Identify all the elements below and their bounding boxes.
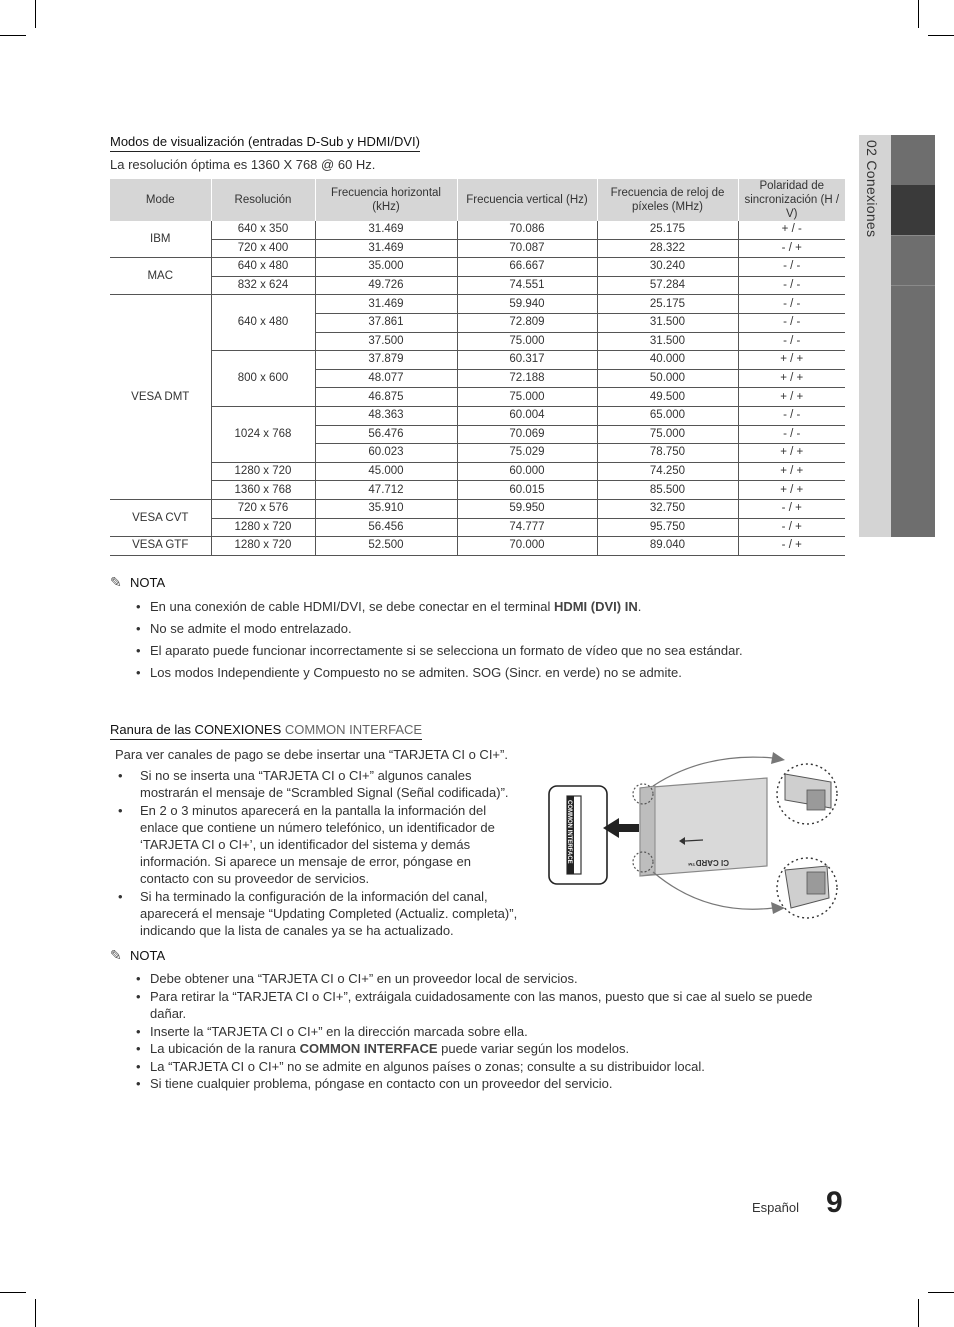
value-cell: 49.500 <box>597 388 738 407</box>
value-cell: 35.910 <box>315 499 457 518</box>
list-item <box>136 988 836 1023</box>
list-item-emphasis: HDMI (DVI) IN <box>553 599 638 614</box>
value-cell: 74.250 <box>597 462 738 481</box>
list-item-text: Debe obtener una “TARJETA CI o CI+” en un proveedor local de servicios. <box>150 971 578 986</box>
value-cell: 31.500 <box>597 313 738 332</box>
list-item-text: Para retirar la “TARJETA CI o CI+”, extráigala cuidadosamente con las manos, puesto que si cae al suelo se puede dañar. <box>150 988 813 1021</box>
column-header: Frecuencia horizontal (kHz) <box>315 179 457 221</box>
chapter-tab-strip <box>891 135 935 537</box>
list-item-text: Si tiene cualquier problema, póngase en contacto con un proveedor del servicio. <box>150 1076 613 1091</box>
resolution-cell: 1024 x 768 <box>211 406 315 462</box>
value-cell: + / + <box>738 462 845 481</box>
crop-mark <box>35 0 36 28</box>
list-item <box>136 662 856 684</box>
section-title-display-modes: Modos de visualización (entradas D-Sub y HDMI/DVI) <box>110 134 420 152</box>
list-item-text: El aparato puede funcionar incorrectamente si se selecciona un formato de vídeo que no sea estándar. <box>150 643 743 658</box>
curved-arrow-icon <box>771 752 785 764</box>
value-cell: 35.000 <box>315 258 457 277</box>
crop-mark <box>0 1292 26 1293</box>
note-label: NOTA <box>130 575 166 590</box>
table-row <box>110 351 845 370</box>
value-cell: 57.284 <box>597 276 738 295</box>
resolution-cell: 640 x 480 <box>211 295 315 351</box>
value-cell: 46.875 <box>315 388 457 407</box>
ci-card-illustration <box>545 748 845 923</box>
resolution-cell: 640 x 480 <box>211 258 315 277</box>
pencil-note-icon: ✎ <box>110 574 122 590</box>
note-heading <box>110 947 165 964</box>
list-item-text: En una conexión de cable HDMI/DVI, se debe conectar en el terminal <box>150 599 554 614</box>
section-title-text: Ranura de las CONEXIONES <box>110 722 285 737</box>
list-item <box>136 618 856 640</box>
table-header-row <box>110 179 845 221</box>
table-row <box>110 221 845 239</box>
value-cell: 37.879 <box>315 351 457 370</box>
list-item <box>136 1075 836 1093</box>
list-item-text: Los modos Independiente y Compuesto no se admiten. SOG (Sincr. en verde) no se admite. <box>150 665 682 680</box>
value-cell: 75.000 <box>457 388 597 407</box>
value-cell: 89.040 <box>597 537 738 556</box>
value-cell: - / + <box>738 537 845 556</box>
note-label: NOTA <box>130 948 166 963</box>
value-cell: 74.551 <box>457 276 597 295</box>
value-cell: 48.077 <box>315 369 457 388</box>
mode-cell: VESA DMT <box>110 295 211 500</box>
section-title-highlight: COMMON INTERFACE <box>284 722 423 737</box>
value-cell: - / + <box>738 239 845 258</box>
value-cell: 72.809 <box>457 313 597 332</box>
ci-list <box>110 767 522 940</box>
table-body <box>110 221 845 555</box>
value-cell: 31.469 <box>315 295 457 314</box>
value-cell: 85.500 <box>597 481 738 500</box>
value-cell: 56.456 <box>315 518 457 537</box>
value-cell: + / + <box>738 369 845 388</box>
footer-language: Español <box>752 1200 799 1215</box>
value-cell: 66.667 <box>457 258 597 277</box>
card-label: CI CARD™ <box>687 858 729 867</box>
value-cell: 75.000 <box>457 332 597 351</box>
value-cell: 32.750 <box>597 499 738 518</box>
ci-intro-text: Para ver canales de pago se debe insertar una “TARJETA CI o CI+”. <box>115 747 508 762</box>
list-item <box>136 596 856 618</box>
resolution-cell: 1280 x 720 <box>211 537 315 556</box>
table-row <box>110 406 845 425</box>
list-item-text: La “TARJETA CI o CI+” no se admite en algunos países o zonas; consulte a su distribuidor local. <box>150 1058 705 1074</box>
list-item <box>136 640 856 662</box>
list-item-text: puede variar según los modelos. <box>437 1041 630 1056</box>
value-cell: 74.777 <box>457 518 597 537</box>
page-number: 9 <box>826 1186 843 1219</box>
resolution-cell: 640 x 350 <box>211 221 315 239</box>
resolution-cell: 1280 x 720 <box>211 518 315 537</box>
value-cell: 60.023 <box>315 444 457 463</box>
table-row <box>110 481 845 500</box>
value-cell: - / - <box>738 295 845 314</box>
table-row <box>110 276 845 295</box>
value-cell: 59.950 <box>457 499 597 518</box>
value-cell: 45.000 <box>315 462 457 481</box>
value-cell: + / + <box>738 444 845 463</box>
optimal-resolution-text: La resolución óptima es 1360 X 768 @ 60 Hz. <box>110 157 376 172</box>
value-cell: 75.000 <box>597 425 738 444</box>
table-row <box>110 295 845 314</box>
value-cell: 65.000 <box>597 406 738 425</box>
value-cell: - / + <box>738 518 845 537</box>
list-item <box>136 1058 836 1076</box>
mode-cell: IBM <box>110 221 211 258</box>
value-cell: - / - <box>738 332 845 351</box>
resolution-cell: 720 x 400 <box>211 239 315 258</box>
value-cell: 60.015 <box>457 481 597 500</box>
value-cell: 60.000 <box>457 462 597 481</box>
value-cell: 40.000 <box>597 351 738 370</box>
mode-cell: VESA GTF <box>110 537 211 556</box>
list-item-text: Inserte la “TARJETA CI o CI+” en la dirección marcada sobre ella. <box>150 1023 528 1039</box>
value-cell: 59.940 <box>457 295 597 314</box>
resolution-cell: 832 x 624 <box>211 276 315 295</box>
value-cell: 31.469 <box>315 221 457 239</box>
resolution-cell: 800 x 600 <box>211 351 315 407</box>
value-cell: - / - <box>738 406 845 425</box>
value-cell: 31.500 <box>597 332 738 351</box>
resolution-cell: 1360 x 768 <box>211 481 315 500</box>
table-row <box>110 518 845 537</box>
value-cell: 70.000 <box>457 537 597 556</box>
value-cell: - / - <box>738 425 845 444</box>
value-cell: - / + <box>738 499 845 518</box>
value-cell: 75.029 <box>457 444 597 463</box>
column-header: Polaridad de sincronización (H / V) <box>738 179 845 221</box>
chapter-tab-active <box>891 185 935 235</box>
value-cell: 30.240 <box>597 258 738 277</box>
list-item: • Si no se inserta una “TARJETA CI o CI+” algunos canales mostrarán el mensaje de “Scrambled Signal (Señal codificada)”. <box>110 767 522 801</box>
crop-mark <box>35 1299 36 1327</box>
value-cell: 70.087 <box>457 239 597 258</box>
value-cell: 56.476 <box>315 425 457 444</box>
value-cell: 70.086 <box>457 221 597 239</box>
table-row <box>110 499 845 518</box>
list-item <box>136 1040 836 1058</box>
note-list <box>136 596 856 684</box>
column-header: Frecuencia de reloj de píxeles (MHz) <box>597 179 738 221</box>
list-item-text: La ubicación de la ranura <box>150 1041 300 1056</box>
list-item: • En 2 o 3 minutos aparecerá en la pantalla la información del enlace que contiene un número telefónico, un identificador de ‘TARJETA CI o CI+’, un identificador del sistema y demás información. Si aparece un mensaje de error, póngase en contacto con su proveedor de servicios. <box>110 802 522 887</box>
side-tab-label: 02 Conexiones <box>864 140 880 238</box>
section-title-common-interface <box>110 722 422 740</box>
table-row <box>110 462 845 481</box>
slot-label: COMMON INTERFACE <box>566 800 572 864</box>
table-row <box>110 239 845 258</box>
value-cell: 28.322 <box>597 239 738 258</box>
resolution-cell: 720 x 576 <box>211 499 315 518</box>
value-cell: - / - <box>738 276 845 295</box>
value-cell: + / - <box>738 221 845 239</box>
value-cell: 47.712 <box>315 481 457 500</box>
column-header: Mode <box>110 179 211 221</box>
value-cell: 37.500 <box>315 332 457 351</box>
crop-mark <box>918 1299 919 1327</box>
value-cell: 31.469 <box>315 239 457 258</box>
value-cell: 78.750 <box>597 444 738 463</box>
mode-cell: VESA CVT <box>110 499 211 536</box>
value-cell: 48.363 <box>315 406 457 425</box>
value-cell: + / + <box>738 351 845 370</box>
value-cell: 70.069 <box>457 425 597 444</box>
column-header: Frecuencia vertical (Hz) <box>457 179 597 221</box>
value-cell: 60.004 <box>457 406 597 425</box>
value-cell: 52.500 <box>315 537 457 556</box>
list-item-text: No se admite el modo entrelazado. <box>150 621 352 636</box>
value-cell: + / + <box>738 481 845 500</box>
value-cell: 25.175 <box>597 221 738 239</box>
insert-arrow-icon <box>603 818 639 838</box>
value-cell: - / - <box>738 313 845 332</box>
table-row <box>110 258 845 277</box>
value-cell: - / - <box>738 258 845 277</box>
value-cell: + / + <box>738 388 845 407</box>
crop-mark <box>0 35 26 36</box>
value-cell: 95.750 <box>597 518 738 537</box>
table-row <box>110 537 845 556</box>
column-header: Resolución <box>211 179 315 221</box>
display-modes-table <box>110 179 845 556</box>
value-cell: 25.175 <box>597 295 738 314</box>
value-cell: 37.861 <box>315 313 457 332</box>
value-cell: 60.317 <box>457 351 597 370</box>
mode-cell: MAC <box>110 258 211 295</box>
list-item-text: . <box>637 599 642 614</box>
resolution-cell: 1280 x 720 <box>211 462 315 481</box>
crop-mark <box>918 0 919 28</box>
note-heading <box>110 574 165 591</box>
value-cell: 72.188 <box>457 369 597 388</box>
list-item: • Si ha terminado la configuración de la información del canal, aparecerá el mensaje “Updating Completed (Actualiz. completa)”, indicando que la lista de canales ya se ha actualizado. <box>110 888 522 939</box>
crop-mark <box>928 1292 954 1293</box>
list-item <box>136 1023 836 1041</box>
value-cell: 49.726 <box>315 276 457 295</box>
note-list <box>136 970 836 1093</box>
pencil-note-icon: ✎ <box>110 947 122 963</box>
crop-mark <box>928 35 954 36</box>
list-item-emphasis: COMMON INTERFACE <box>299 1041 438 1056</box>
value-cell: 50.000 <box>597 369 738 388</box>
list-item <box>136 970 836 988</box>
